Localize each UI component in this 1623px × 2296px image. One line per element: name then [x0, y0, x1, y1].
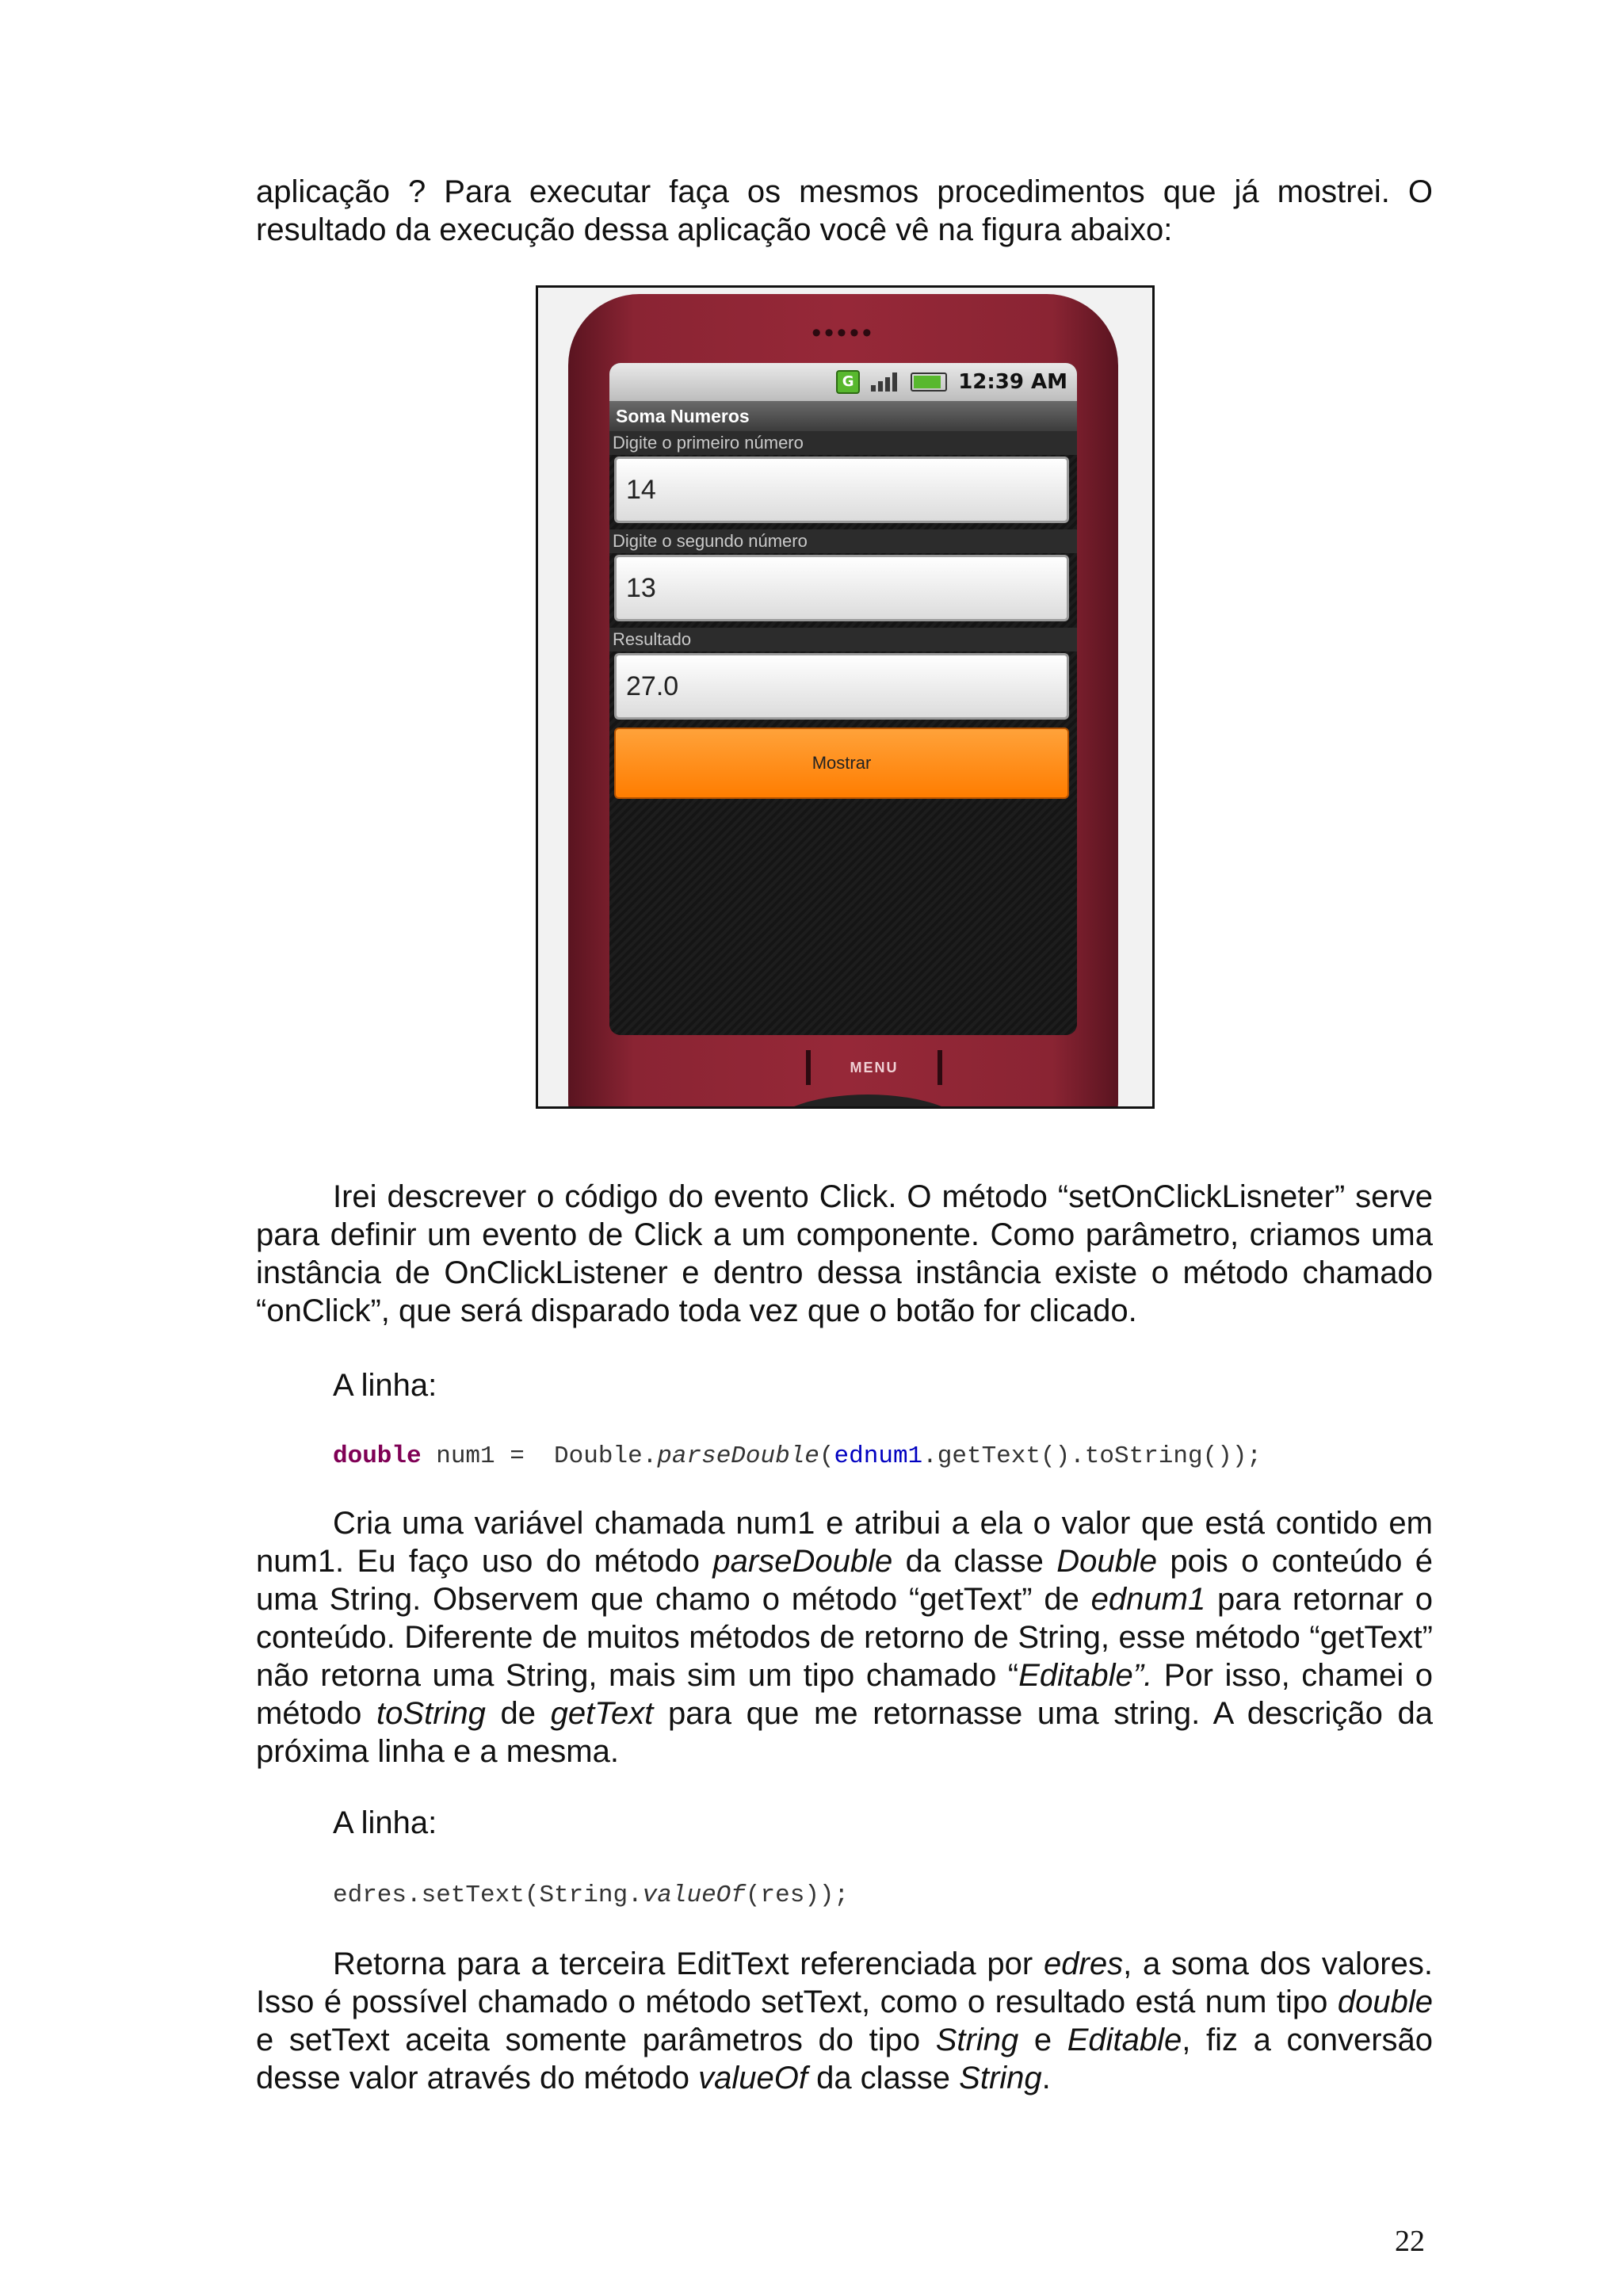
second-number-input[interactable]: 13	[614, 555, 1069, 621]
status-clock: 12:39 AM	[958, 370, 1067, 394]
explain-paragraph-1: Cria uma variável chamada num1 e atribui a ela o valor que está contido em num1. Eu faço uso do método parseDouble da classe Double pois o conteúdo é uma String. Observem que chamo o método “getText” de ednum1 para retornar o conteúdo. Diferente de muitos métodos de retorno de String, esse método “getText” não retorna uma String, mais sim um tipo chamado “Editable”. Por isso, chamei o método toString de getText para que me retornasse uma string. A descrição da próxima linha e a mesma.	[256, 1506, 1433, 1769]
code-text: num1 = Double.	[421, 1442, 658, 1470]
first-number-input[interactable]: 14	[614, 457, 1069, 523]
explain-paragraph-2: Retorna para a terceira EditText referenciada por edres, a soma dos valores. Isso é possível chamado o método setText, como o resultado está num tipo double e setText aceita somente parâmetros do tipo String e Editable, fiz a conversão desse valor através do método valueOf da classe String.	[256, 1946, 1433, 2095]
code-text: .getText().toString());	[922, 1442, 1262, 1470]
code-text: edres.setText(String.	[333, 1881, 643, 1909]
mostrar-button[interactable]: Mostrar	[614, 728, 1069, 799]
phone-screen	[609, 363, 1077, 1035]
label-result: Resultado	[609, 628, 1077, 651]
trackball[interactable]	[765, 1095, 971, 1109]
status-bar	[609, 363, 1077, 401]
page-number: 22	[1395, 2225, 1425, 2258]
line-label-2: A linha:	[333, 1805, 437, 1840]
g-network-icon: G	[836, 370, 860, 394]
menu-key[interactable]: MENU	[806, 1050, 942, 1085]
code-line-2	[333, 1880, 849, 1912]
line-label-1: A linha:	[333, 1368, 437, 1403]
code-text: (res));	[745, 1881, 850, 1909]
code-line-1	[333, 1441, 1262, 1473]
label-second-number: Digite o segundo número	[609, 529, 1077, 553]
code-keyword: double	[333, 1442, 422, 1470]
phone-screenshot-figure	[536, 285, 1155, 1109]
battery-icon	[911, 372, 947, 392]
speaker-grille: •••••	[812, 318, 875, 348]
app-content	[609, 431, 1077, 1035]
signal-icon	[871, 372, 899, 392]
code-method: valueOf	[642, 1881, 746, 1909]
code-method: parseDouble	[657, 1442, 819, 1470]
code-field: ednum1	[834, 1442, 923, 1470]
code-text: (	[819, 1442, 834, 1470]
phone-body	[568, 294, 1118, 1109]
app-title: Soma Numeros	[609, 401, 1077, 431]
intro-paragraph: aplicação ? Para executar faça os mesmos procedimentos que já mostrei. O resultado da execução dessa aplicação você vê na figura abaixo:	[256, 174, 1433, 247]
result-input[interactable]: 27.0	[614, 653, 1069, 720]
label-first-number: Digite o primeiro número	[609, 431, 1077, 455]
describe-paragraph: Irei descrever o código do evento Click. O método “setOnClickLisneter” serve para definir um evento de Click a um componente. Como parâmetro, criamos uma instância de OnClickListener e dentro dessa instância existe o método chamado “onClick”, que será disparado toda vez que o botão for clicado.	[256, 1179, 1433, 1328]
